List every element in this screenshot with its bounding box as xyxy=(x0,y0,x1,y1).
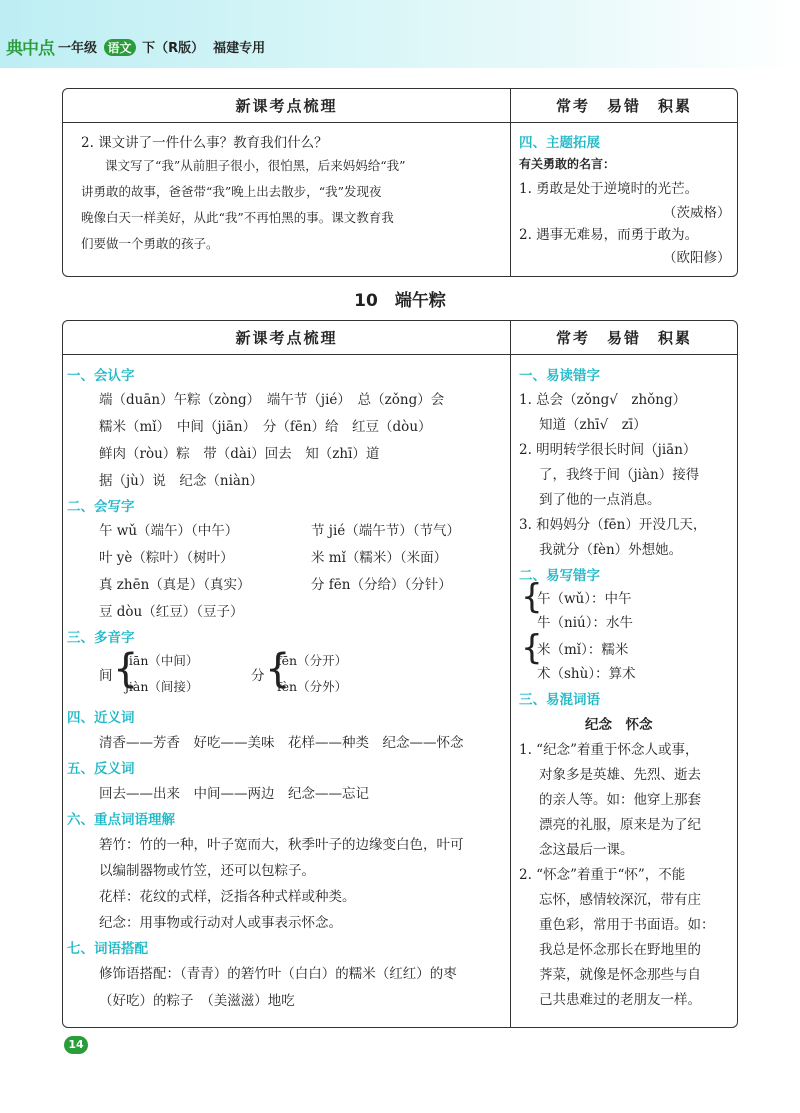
key-words-line-2: 以编制器物或竹笠，还可以包粽子。 xyxy=(99,863,315,879)
panel-lesson9-review xyxy=(62,88,738,277)
key-words-line-3: 花样：花纹的式样，泛指各种式样或种类。 xyxy=(99,889,356,905)
quote-2-author: （欧阳修） xyxy=(663,250,731,266)
poly1-reading-b: jiàn（间接） xyxy=(125,679,199,694)
synonym-heading: 四、近义词 xyxy=(67,710,135,726)
key-words-heading: 六、重点词语理解 xyxy=(67,812,175,828)
write-left-2: 叶 yè（粽叶）（树叶） xyxy=(99,550,234,566)
miswrite-g1-a: 午（wǔ）：中午 xyxy=(537,591,632,607)
collocation-heading: 七、词语搭配 xyxy=(67,941,148,957)
write-left-4: 豆 dòu（红豆）（豆子） xyxy=(99,604,244,620)
antonym-line: 回去——出来 中间——两边 纪念——忘记 xyxy=(99,786,369,802)
q2-line-2: 讲勇敢的故事，爸爸带“我”晚上出去散步，“我”发现夜 xyxy=(81,184,382,199)
misread-line-1: 1. 总会（zǒng√ zhǒng） xyxy=(519,392,687,408)
confusable-line-1: 1. “纪念”着重于怀念人或事， xyxy=(519,742,699,758)
poly1-reading-a: jiān（中间） xyxy=(125,653,199,668)
collocation-line-1: 修饰语搭配：（青青）的箬竹叶（白白）的糯米（红红）的枣 xyxy=(99,966,457,982)
quote-2: 2. 遇事无难易，而勇于敢为。 xyxy=(519,227,699,243)
recognize-line-2: 糯米（mǐ） 中间（jiān） 分（fēn）给 红豆（dòu） xyxy=(99,419,432,435)
panel1-divider xyxy=(510,89,511,276)
panel2-left-title: 新课考点梳理 xyxy=(63,321,510,355)
quotes-subheading: 有关勇敢的名言： xyxy=(519,157,616,171)
key-words-line-1: 箬竹：竹的一种，叶子宽而大，秋季叶子的边缘变白色，叶可 xyxy=(99,837,464,853)
write-right-3: 分 fēn（分给）（分针） xyxy=(311,577,452,593)
panel1-left-title: 新课考点梳理 xyxy=(63,89,510,123)
recognize-line-4: 据（jù）说 纪念（niàn） xyxy=(99,473,264,489)
lesson-title: 10 端午粽 xyxy=(354,291,446,311)
header-band xyxy=(0,0,800,68)
misread-line-7: 我就分（fèn）外想她。 xyxy=(539,542,683,558)
poly2-reading-a: fēn（分开） xyxy=(277,653,348,668)
polyphone-heading: 三、多音字 xyxy=(67,630,135,646)
confusable-line-5: 念这最后一课。 xyxy=(539,842,634,858)
quote-1: 1. 勇敢是处于逆境时的光芒。 xyxy=(519,181,699,197)
confusable-line-3: 的亲人等。如：他穿上那套 xyxy=(539,792,701,808)
poly1-brace: { xyxy=(113,646,139,692)
region-label: 福建专用 xyxy=(213,41,266,56)
poly2-char: 分 xyxy=(251,668,265,684)
confusable-line-2: 对象多是英雄、先烈、逝去 xyxy=(539,767,701,783)
confusable-title: 纪念 怀念 xyxy=(585,717,653,733)
poly2-reading-b: fèn（分外） xyxy=(277,679,348,694)
misread-line-5: 到了他的一点消息。 xyxy=(539,492,661,508)
write-left-3: 真 zhēn（真是）（真实） xyxy=(99,577,251,593)
miswrite-brace-1: { xyxy=(521,577,543,617)
confusable-line-8: 重色彩，常用于书面语。如： xyxy=(539,917,715,933)
misread-line-2: 知道（zhī√ zī） xyxy=(539,417,647,433)
collocation-line-2: （好吃）的粽子 （美滋滋）地吃 xyxy=(99,993,295,1009)
key-words-line-4: 纪念：用事物或行动对人或事表示怀念。 xyxy=(99,915,342,931)
write-right-1: 节 jié（端午节）（节气） xyxy=(311,523,461,539)
poly1-char: 间 xyxy=(99,668,113,684)
synonym-line: 清香——芳香 好吃——美味 花样——种类 纪念——怀念 xyxy=(99,735,464,751)
misread-heading: 一、易读错字 xyxy=(519,368,600,384)
recognize-line-1: 端（duān）午粽（zòng） 端午节（jié） 总（zǒng）会 xyxy=(99,392,445,408)
brand-logo: 典中点 xyxy=(6,39,54,59)
misread-line-6: 3. 和妈妈分（fēn）开没几天， xyxy=(519,517,707,533)
theme-extension-heading: 四、主题拓展 xyxy=(519,135,600,151)
confusable-line-6: 2. “怀念”着重于“怀”，不能 xyxy=(519,867,686,883)
q2-line-4: 们要做一个勇敢的孩子。 xyxy=(81,236,219,251)
grade-label: 一年级 xyxy=(58,41,98,56)
poly2-brace: { xyxy=(265,646,291,692)
misread-line-3: 2. 明明转学很长时间（jiān） xyxy=(519,442,697,458)
page-number: 14 xyxy=(64,1036,88,1054)
recognize-line-3: 鲜肉（ròu）粽 带（dài）回去 知（zhī）道 xyxy=(99,446,380,462)
recognize-chars-heading: 一、会认字 xyxy=(67,368,135,384)
confusable-line-7: 忘怀，感情较深沉，带有庄 xyxy=(539,892,701,908)
miswrite-g1-b: 牛（niú）：水牛 xyxy=(537,615,633,631)
q2-question: 2. 课文讲了一件什么事？教育我们什么？ xyxy=(81,135,328,151)
q2-line-3: 晚像白天一样美好，从此“我”不再怕黑的事。课文教育我 xyxy=(81,210,394,225)
confusable-line-9: 我总是怀念那长在野地里的 xyxy=(539,942,701,958)
quote-1-author: （茨威格） xyxy=(663,205,731,221)
volume-label: 下（R版） xyxy=(142,41,205,56)
confusable-line-11: 己共患难过的老朋友一样。 xyxy=(539,992,701,1008)
write-right-2: 米 mǐ（糯米）（米面） xyxy=(311,550,448,566)
confusable-heading: 三、易混词语 xyxy=(519,692,600,708)
miswrite-brace-2: { xyxy=(521,628,543,668)
panel-lesson10-review xyxy=(62,320,738,1028)
panel2-divider xyxy=(510,321,511,1027)
miswrite-g2-a: 米（mǐ）：糯米 xyxy=(537,642,629,658)
panel1-right-title: 常考 易错 积累 xyxy=(511,89,737,123)
q2-line-1: 课文写了“我”从前胆子很小，很怕黑，后来妈妈给“我” xyxy=(105,158,406,173)
miswrite-heading: 二、易写错字 xyxy=(519,568,600,584)
confusable-line-10: 荠菜，就像是怀念那些与自 xyxy=(539,967,701,983)
panel2-right-title: 常考 易错 积累 xyxy=(511,321,737,355)
antonym-heading: 五、反义词 xyxy=(67,761,135,777)
book-info xyxy=(58,37,265,56)
confusable-line-4: 漂亮的礼服，原来是为了纪 xyxy=(539,817,701,833)
write-chars-heading: 二、会写字 xyxy=(67,499,135,515)
misread-line-4: 了，我终于间（jiàn）接得 xyxy=(539,467,700,483)
miswrite-g2-b: 术（shù）：算术 xyxy=(537,666,636,682)
subject-badge: 语文 xyxy=(104,39,136,56)
write-left-1: 午 wǔ（端午）（中午） xyxy=(99,523,239,539)
